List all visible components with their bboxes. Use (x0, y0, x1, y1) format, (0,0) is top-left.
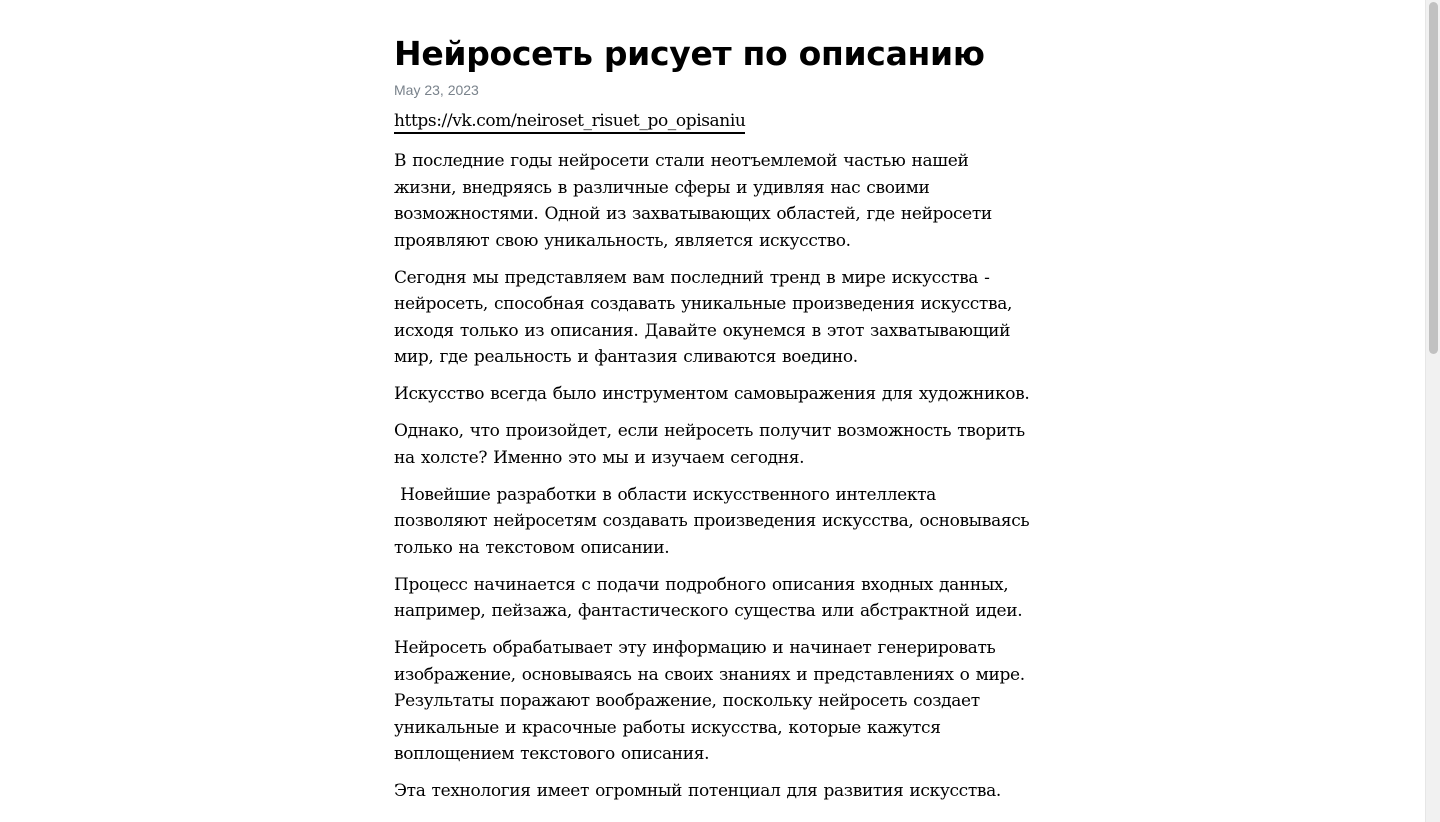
paragraph: Новейшие разработки в области искусственного интеллекта позволяют нейросетям создавать произведения искусства, основываясь только на текстовом описании. (394, 484, 1036, 558)
paragraph: Однако, что произойдет, если нейросеть получит возможность творить на холсте? Именно это мы и изучаем сегодня. (394, 421, 1031, 468)
scrollbar-thumb[interactable] (1429, 2, 1438, 354)
paragraph: В последние годы нейросети стали неотъемлемой частью нашей жизни, внедряясь в различные сферы и удивляя нас своими возможностями. Одной из захватывающих областей, где нейросети проявляют свою уникальность, является искусство. (394, 151, 998, 251)
scrollbar[interactable] (1425, 0, 1440, 822)
paragraph: Нейросеть обрабатывает эту информацию и начинает генерировать изображение, основываясь на своих знаниях и представлениях о мире. Результаты поражают воображение, поскольку нейросеть создает уникальные и красочные работы искусства, которые кажутся воплощением текстового описания. (394, 638, 1031, 764)
paragraph: Искусство всегда было инструментом самовыражения для художников. (394, 384, 1030, 404)
article-body (394, 148, 1034, 805)
paragraph: Сегодня мы представляем вам последний тренд в мире искусства - нейросеть, способная создавать уникальные произведения искусства, исходя только из описания. Давайте окунемся в этот захватывающий мир, где реальность и фантазия сливаются воедино. (394, 267, 1019, 367)
article (394, 32, 1034, 815)
article-date: May 23, 2023 (394, 82, 479, 98)
paragraph: Эта технология имеет огромный потенциал для развития искусства. (394, 781, 1001, 801)
paragraph: Процесс начинается с подачи подробного описания входных данных, например, пейзажа, фантастического существа или абстрактной идеи. (394, 574, 1023, 621)
source-link[interactable]: https://vk.com/neiroset_risuet_po_opisaniu (394, 110, 745, 134)
article-title: Нейросеть рисует по описанию (394, 34, 985, 73)
